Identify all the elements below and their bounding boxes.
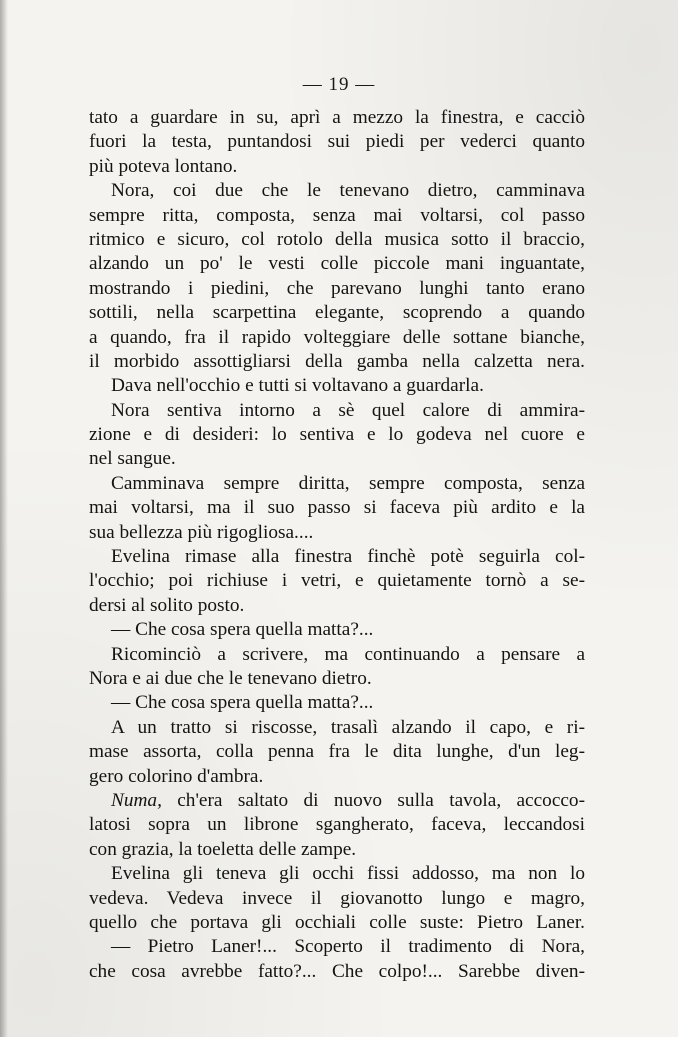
page-number: — 19 — [302, 74, 376, 95]
text-line: Evelina rimase alla finestra finchè potè seguirla col- [111, 546, 585, 568]
body-text [89, 106, 585, 984]
text-line: sottili, nella scarpettina elegante, scoprendo a quando [89, 302, 585, 324]
text-line: Nora, coi due che le tenevano dietro, camminava [111, 180, 585, 202]
text-line: gero colorino d'ambra. [89, 765, 264, 787]
text-line: — Pietro Laner!... Scoperto il tradimento di Nora, [111, 936, 585, 958]
text-line: Nora e ai due che le tenevano dietro. [89, 667, 372, 689]
text-line: — Che cosa spera quella matta?... [111, 692, 374, 714]
text-line: a quando, fra il rapido volteggiare delle sottane bianche, [89, 326, 585, 348]
text-line: mase assorta, colla penna fra le dita lunghe, d'un leg- [89, 741, 585, 763]
text-line: quello che portava gli occhiali colle suste: Pietro Laner. [89, 911, 585, 933]
text-line: l'occhio; poi richiuse i vetri, e quietamente tornò a se- [89, 570, 585, 592]
text-line: Numa, ch'era saltato di nuovo sulla tavola, accocco- [111, 789, 585, 811]
text-line: Nora sentiva intorno a sè quel calore di ammira- [111, 399, 585, 421]
text-line: Evelina gli teneva gli occhi fissi addosso, ma non lo [111, 863, 585, 885]
text-line: ritmico e sicuro, col rotolo della musica sotto il braccio, [89, 228, 585, 250]
text-line: fuori la testa, puntandosi sui piedi per vederci quanto [89, 131, 585, 153]
text-line: mai voltarsi, ma il suo passo si faceva più ardito e la [89, 497, 585, 519]
page-binding-shadow [0, 0, 8, 1037]
text-line: sua bellezza più rigogliosa.... [89, 521, 314, 543]
text-line: sempre ritta, composta, senza mai voltarsi, col passo [89, 204, 585, 226]
text-line: latosi sopra un librone sgangherato, faceva, leccandosi [89, 814, 585, 836]
text-line: mostrando i piedini, che parevano lunghi tanto erano [89, 277, 585, 299]
text-line: tato a guardare in su, aprì a mezzo la finestra, e cacciò [89, 107, 585, 128]
text-line: Ricominciò a scrivere, ma continuando a pensare a [111, 643, 585, 665]
text-line: il morbido assottigliarsi della gamba nella calzetta nera. [89, 350, 585, 372]
text-line: Dava nell'occhio e tutti si voltavano a guardarla. [111, 375, 484, 397]
text-line: nel sangue. [89, 448, 176, 470]
text-line: con grazia, la toeletta delle zampe. [89, 838, 357, 860]
text-line: alzando un po' le vesti colle piccole mani inguantate, [89, 253, 585, 275]
text-line: Camminava sempre diritta, sempre composta, senza [111, 472, 585, 494]
text-line: zione e di desideri: lo sentiva e lo godeva nel cuore e [89, 424, 585, 446]
text-line: — Che cosa spera quella matta?... [111, 619, 374, 641]
text-line: più poteva lontano. [89, 155, 238, 177]
text-line: che cosa avrebbe fatto?... Che colpo!... Sarebbe diven- [89, 960, 585, 982]
italic-name: Numa, [111, 789, 162, 811]
text-line: dersi al solito posto. [89, 594, 245, 616]
text-line: vedeva. Vedeva invece il giovanotto lungo e magro, [89, 887, 585, 909]
text-line: A un tratto si riscosse, trasalì alzando il capo, e ri- [111, 716, 585, 738]
